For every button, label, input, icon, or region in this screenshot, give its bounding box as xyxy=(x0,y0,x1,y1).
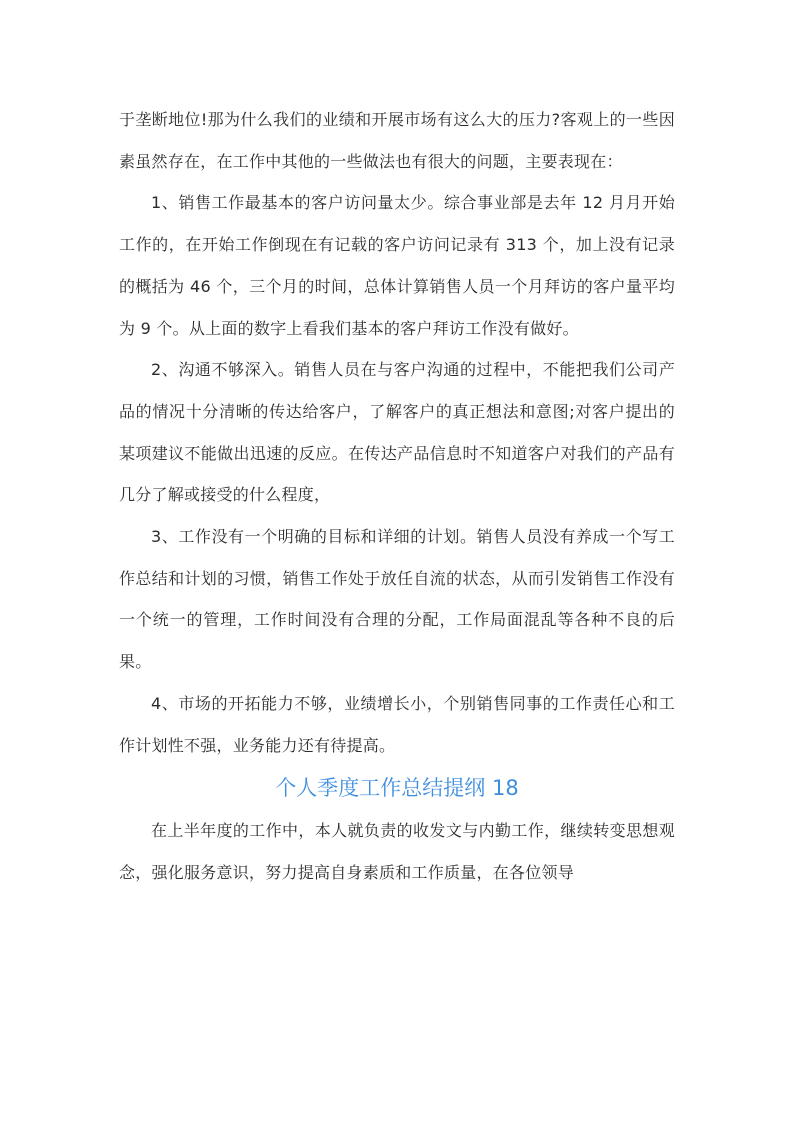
document-body xyxy=(119,99,675,894)
paragraph-point-4: 4、市场的开拓能力不够，业绩增长小，个别销售同事的工作责任心和工作计划性不强，业务能力还有待提高。 xyxy=(119,693,675,755)
section-heading: 个人季度工作总结提纲 18 xyxy=(275,776,519,801)
paragraph-point-1: 1、销售工作最基本的客户访问量太少。综合事业部是去年 12 月月开始工作的，在开始工作倒现在有记载的客户访问记录有 313 个，加上没有记录的概括为 46 个，三个月的时间，总体计算销售人员一个月拜访的客户量平均为 9 个。从上面的数字上看我们基本的客户拜访工作没有做好。 xyxy=(119,193,675,338)
paragraph-point-3: 3、工作没有一个明确的目标和详细的计划。销售人员没有养成一个写工作总结和计划的习惯，销售工作处于放任自流的状态，从而引发销售工作没有一个统一的管理，工作时间没有合理的分配，工作局面混乱等各种不良的后果。 xyxy=(119,527,675,672)
paragraph-intro: 于垄断地位!那为什么我们的业绩和开展市场有这么大的压力?客观上的一些因素虽然存在，在工作中其他的一些做法也有很大的问题，主要表现在： xyxy=(119,110,675,171)
paragraph-point-2: 2、沟通不够深入。销售人员在与客户沟通的过程中，不能把我们公司产品的情况十分清晰的传达给客户，了解客户的真正想法和意图;对客户提出的某项建议不能做出迅速的反应。在传达产品信息时不知道客户对我们的产品有几分了解或接受的什么程度， xyxy=(119,360,675,505)
paragraph-closing: 在上半年度的工作中，本人就负责的收发文与内勤工作，继续转变思想观念，强化服务意识，努力提高自身素质和工作质量，在各位领导 xyxy=(119,821,675,882)
